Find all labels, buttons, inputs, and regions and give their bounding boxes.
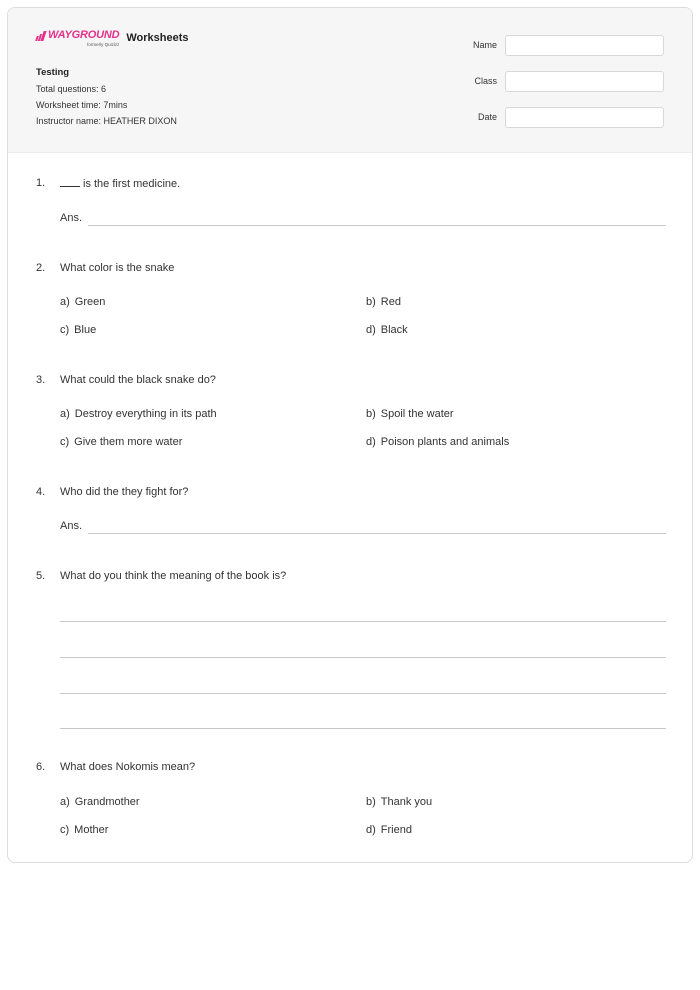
worksheet-title: Testing: [36, 67, 70, 78]
option-a[interactable]: a) Grandmother: [60, 796, 140, 808]
question-number: 3.: [36, 374, 46, 386]
total-questions: Total questions: 6: [36, 84, 107, 94]
question-text: What does Nokomis mean?: [60, 761, 196, 773]
option-b[interactable]: b) Spoil the water: [366, 408, 454, 420]
class-input[interactable]: [505, 71, 664, 92]
question-text: What color is the snake: [60, 262, 175, 274]
worksheet-meta: [36, 67, 177, 132]
answer-rule: [88, 533, 666, 534]
question-number: 1.: [36, 177, 46, 189]
option-d[interactable]: d) Black: [366, 324, 408, 336]
name-field-row: [473, 34, 664, 56]
product-title: Worksheets: [126, 32, 189, 44]
question-number: 5.: [36, 570, 46, 582]
date-field-row: [473, 106, 664, 128]
date-label: Date: [477, 112, 497, 122]
wayground-mark-icon: [36, 31, 46, 41]
writing-line-3[interactable]: [60, 693, 666, 694]
worksheet-card: [7, 7, 693, 863]
option-d[interactable]: d) Friend: [366, 824, 412, 836]
question-number: 4.: [36, 486, 46, 498]
question-text: is the first medicine.: [60, 177, 180, 190]
question-text: What do you think the meaning of the book is?: [60, 570, 287, 582]
class-label: Class: [474, 76, 497, 86]
answer-label: Ans.: [60, 212, 83, 224]
option-c[interactable]: c) Blue: [60, 324, 97, 336]
question-text: What could the black snake do?: [60, 374, 216, 386]
answer-label: Ans.: [60, 520, 83, 532]
option-d[interactable]: d) Poison plants and animals: [366, 436, 510, 448]
option-a[interactable]: a) Destroy everything in its path: [60, 408, 217, 420]
writing-line-4[interactable]: [60, 728, 666, 729]
name-label: Name: [472, 40, 497, 50]
option-b[interactable]: b) Red: [366, 296, 401, 308]
worksheet-header: [8, 8, 692, 153]
student-fields: [473, 34, 664, 142]
logo-subtext: formerly Quizizz: [87, 42, 120, 47]
instructor-name: Instructor name: HEATHER DIXON: [36, 116, 177, 126]
date-input[interactable]: [505, 107, 664, 128]
logo-text: WAYGROUND: [48, 29, 120, 41]
brand: [36, 30, 188, 47]
fill-blank: [60, 177, 80, 187]
option-b[interactable]: b) Thank you: [366, 796, 433, 808]
worksheet-time: Worksheet time: 7mins: [36, 100, 128, 110]
wayground-logo: [36, 30, 119, 47]
option-a[interactable]: a) Green: [60, 296, 106, 308]
answer-line[interactable]: [60, 212, 666, 226]
question-text: Who did the they fight for?: [60, 486, 189, 498]
name-input[interactable]: [505, 35, 664, 56]
option-c[interactable]: c) Give them more water: [60, 436, 183, 448]
writing-line-1[interactable]: [60, 621, 666, 622]
question-number: 6.: [36, 761, 46, 773]
class-field-row: [473, 70, 664, 92]
question-number: 2.: [36, 262, 46, 274]
answer-line[interactable]: [60, 520, 666, 534]
answer-rule: [88, 225, 666, 226]
option-c[interactable]: c) Mother: [60, 824, 109, 836]
writing-line-2[interactable]: [60, 657, 666, 658]
